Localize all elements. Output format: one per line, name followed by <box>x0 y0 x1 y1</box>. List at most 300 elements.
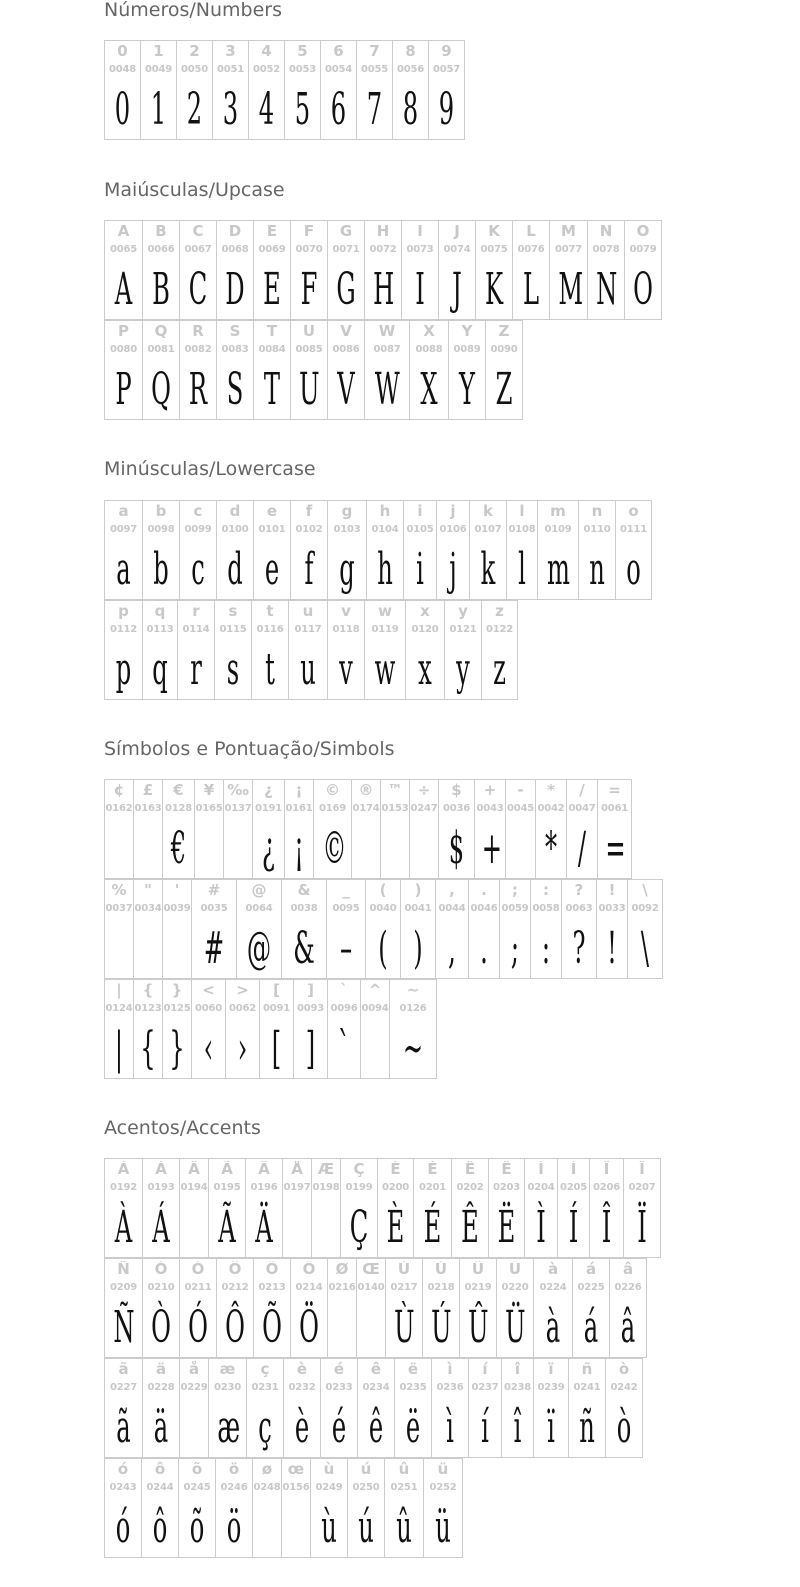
glyph-code: 0058 <box>532 903 560 914</box>
glyph-label: z <box>495 603 504 620</box>
glyph-sample: Ñ <box>113 1302 135 1353</box>
glyph-code: 0046 <box>470 903 498 914</box>
glyph-sample: Q <box>151 364 171 415</box>
glyph-code: 0161 <box>285 803 313 814</box>
glyph-label: Ö <box>302 1261 316 1278</box>
glyph-code: 0050 <box>180 64 209 75</box>
glyph-sample: H <box>373 264 395 315</box>
glyph-code: 0097 <box>109 524 138 535</box>
glyph-label: = <box>608 782 621 799</box>
glyph-code: 0119 <box>371 624 399 635</box>
glyph-cell <box>104 779 134 879</box>
glyph-sample: Ü <box>505 1302 526 1353</box>
glyph-sample: z <box>493 644 506 695</box>
glyph-label: â <box>622 1261 634 1278</box>
glyph-sample: ê <box>368 1402 384 1453</box>
glyph-cell <box>208 1358 247 1458</box>
glyph-sample: ù <box>321 1502 337 1553</box>
glyph-code: 0088 <box>415 344 443 355</box>
glyph-code: 0252 <box>429 1482 457 1493</box>
glyph-cell <box>290 500 328 600</box>
glyph-cell <box>216 320 254 420</box>
glyph-label: i <box>417 503 423 520</box>
glyph-sample: è <box>294 1402 310 1453</box>
glyph-cell <box>557 1158 590 1258</box>
glyph-sample: Ì <box>536 1202 546 1253</box>
glyph-cell <box>389 979 437 1079</box>
glyph-sample: | <box>114 1023 124 1074</box>
glyph-code: 0095 <box>332 903 360 914</box>
glyph-sample: x <box>418 644 432 695</box>
glyph-code: 0216 <box>328 1282 356 1293</box>
glyph-sample: ~ <box>402 1023 424 1074</box>
glyph-code: 0042 <box>537 803 565 814</box>
glyph-label: Ã <box>221 1161 233 1178</box>
glyph-cell <box>252 779 285 879</box>
glyph-cell <box>216 500 254 600</box>
glyph-sample: n <box>589 544 605 595</box>
glyph-label: õ <box>191 1461 203 1478</box>
glyph-code: 0162 <box>105 803 133 814</box>
glyph-row-lowercase-2 <box>104 600 518 700</box>
glyph-sample: © <box>322 823 347 874</box>
glyph-label: " <box>144 882 152 899</box>
glyph-code: 0246 <box>220 1482 248 1493</box>
glyph-cell <box>179 500 217 600</box>
glyph-label: \ <box>642 882 648 899</box>
glyph-cell <box>340 1158 378 1258</box>
glyph-label: p <box>118 603 129 620</box>
glyph-sample: B <box>152 264 170 315</box>
glyph-cell <box>290 1258 328 1358</box>
glyph-code: 0063 <box>565 903 593 914</box>
glyph-sample: * <box>544 823 558 874</box>
glyph-code: 0034 <box>134 903 162 914</box>
glyph-sample: y <box>456 644 470 695</box>
glyph-cell <box>223 779 253 879</box>
glyph-sample: ü <box>435 1502 451 1553</box>
glyph-code: 0206 <box>592 1182 621 1193</box>
glyph-code: 0195 <box>213 1182 241 1193</box>
glyph-sample: 9 <box>438 84 455 135</box>
glyph-label: ü <box>437 1461 449 1478</box>
glyph-cell <box>435 879 469 979</box>
glyph-cell <box>284 40 321 140</box>
glyph-cell <box>179 320 217 420</box>
glyph-sample: W <box>374 364 400 415</box>
glyph-cell <box>162 779 195 879</box>
glyph-code: 0217 <box>390 1282 418 1293</box>
glyph-code: 0059 <box>501 903 529 914</box>
glyph-label: è <box>296 1361 308 1378</box>
glyph-label: k <box>483 503 493 520</box>
glyph-cell <box>194 779 224 879</box>
glyph-cell <box>444 600 482 700</box>
glyph-cell <box>179 220 217 320</box>
glyph-code: 0225 <box>577 1282 605 1293</box>
glyph-code: 0049 <box>144 64 173 75</box>
glyph-sample: G <box>336 264 356 315</box>
glyph-label: L <box>526 223 536 240</box>
glyph-sample: 8 <box>402 84 419 135</box>
glyph-cell <box>104 1358 143 1458</box>
glyph-cell <box>327 979 361 1079</box>
glyph-sample: u <box>300 644 316 695</box>
glyph-cell <box>133 979 163 1079</box>
glyph-label: g <box>341 503 353 520</box>
glyph-code: 0053 <box>288 64 317 75</box>
glyph-cell <box>162 879 192 979</box>
glyph-label: é <box>333 1361 345 1378</box>
glyph-cell <box>356 1258 386 1358</box>
glyph-label: ¥ <box>203 782 215 799</box>
glyph-row-numbers-1 <box>104 40 465 140</box>
glyph-label: Æ <box>317 1161 335 1178</box>
glyph-cell <box>474 779 506 879</box>
glyph-sample: Ç <box>349 1202 369 1253</box>
glyph-cell <box>104 40 141 140</box>
glyph-label: ø <box>261 1461 273 1478</box>
glyph-sample <box>186 1203 201 1253</box>
glyph-cell <box>533 1358 569 1458</box>
glyph-label: Ë <box>501 1161 512 1178</box>
glyph-code: 0234 <box>362 1382 390 1393</box>
glyph-label: ! <box>608 882 616 899</box>
glyph-code: 0068 <box>221 244 249 255</box>
glyph-cell <box>403 500 437 600</box>
section-title-symbols: Símbolos e Pontuação/Simbols <box>104 738 395 760</box>
glyph-code: 0066 <box>147 244 175 255</box>
glyph-cell <box>253 500 291 600</box>
glyph-cell <box>566 779 598 879</box>
glyph-cell <box>366 500 404 600</box>
glyph-code: 0207 <box>628 1182 656 1193</box>
glyph-sample: 2 <box>186 84 203 135</box>
glyph-code: 0103 <box>333 524 361 535</box>
glyph-sample: R <box>188 364 208 415</box>
glyph-cell <box>357 1358 395 1458</box>
glyph-cell <box>364 600 406 700</box>
glyph-label: x <box>420 603 430 620</box>
glyph-label: ) <box>414 882 422 899</box>
glyph-label: Ó <box>191 1261 205 1278</box>
glyph-label: f <box>305 503 313 520</box>
glyph-label: Ï <box>639 1161 645 1178</box>
glyph-row-accents-3 <box>104 1358 643 1458</box>
glyph-label: } <box>171 982 183 999</box>
glyph-cell <box>290 320 328 420</box>
glyph-code: 0117 <box>294 624 322 635</box>
glyph-label: Ø <box>335 1261 349 1278</box>
glyph-cell <box>468 1358 502 1458</box>
glyph-label: v <box>341 603 351 620</box>
glyph-label: ä <box>155 1361 167 1378</box>
glyph-sample: k <box>480 544 496 595</box>
glyph-sample: O <box>633 264 653 315</box>
glyph-sample: { <box>140 1023 156 1074</box>
glyph-sample: M <box>558 264 584 315</box>
glyph-label: Û <box>471 1261 485 1278</box>
glyph-code: 0084 <box>258 344 286 355</box>
glyph-cell <box>212 40 249 140</box>
glyph-cell <box>104 220 143 320</box>
glyph-cell <box>140 40 177 140</box>
glyph-sample: Ó <box>188 1302 208 1353</box>
glyph-sample: õ <box>189 1502 205 1553</box>
glyph-sample <box>367 1024 382 1074</box>
glyph-sample: Y <box>459 364 475 415</box>
glyph-code: 0070 <box>295 244 323 255</box>
glyph-label: å <box>188 1361 200 1378</box>
glyph-code: 0241 <box>573 1382 601 1393</box>
glyph-code: 0235 <box>399 1382 427 1393</box>
glyph-code: 0220 <box>501 1282 529 1293</box>
glyph-cell <box>178 1458 216 1558</box>
glyph-label: ` <box>340 982 348 999</box>
glyph-cell <box>436 500 470 600</box>
glyph-cell <box>535 779 567 879</box>
glyph-code: 0124 <box>105 1003 133 1014</box>
glyph-cell <box>438 779 475 879</box>
glyph-code: 0040 <box>369 903 397 914</box>
glyph-code: 0045 <box>506 803 535 814</box>
glyph-label: Ä <box>258 1161 270 1178</box>
glyph-label: À <box>117 1161 130 1178</box>
glyph-cell <box>609 1258 647 1358</box>
glyph-sample <box>111 924 126 974</box>
glyph-code: 0081 <box>147 344 175 355</box>
glyph-label: Œ <box>362 1261 380 1278</box>
glyph-sample: T <box>263 364 281 415</box>
glyph-sample: & <box>293 923 315 974</box>
glyph-label: Q <box>154 323 168 340</box>
glyph-code: 0039 <box>163 903 191 914</box>
glyph-code: 0100 <box>221 524 249 535</box>
glyph-sample <box>363 1303 378 1353</box>
glyph-sample: V <box>337 364 355 415</box>
glyph-cell <box>549 220 588 320</box>
glyph-label: œ <box>287 1461 305 1478</box>
glyph-code: 0109 <box>544 524 572 535</box>
glyph-sample: ï <box>547 1402 555 1453</box>
glyph-sample: ô <box>152 1502 168 1553</box>
glyph-sample: Í <box>568 1202 579 1253</box>
glyph-label: < <box>202 982 215 999</box>
glyph-cell <box>252 1458 282 1558</box>
glyph-label: n <box>591 503 603 520</box>
glyph-sample: } <box>169 1023 185 1074</box>
glyph-sample: C <box>188 264 208 315</box>
glyph-cell <box>253 220 291 320</box>
glyph-code: 0248 <box>253 1482 281 1493</box>
glyph-label: ñ <box>581 1361 593 1378</box>
glyph-label: Á <box>155 1161 167 1178</box>
glyph-cell <box>104 600 143 700</box>
glyph-code: 0237 <box>471 1382 499 1393</box>
glyph-code: 0251 <box>390 1482 418 1493</box>
glyph-cell <box>214 600 252 700</box>
glyph-sample <box>334 1303 349 1353</box>
glyph-code: 0118 <box>332 624 360 635</box>
glyph-sample: ç <box>258 1402 272 1453</box>
glyph-cell <box>259 979 294 1079</box>
glyph-sample: Î <box>601 1202 612 1253</box>
glyph-label: Ü <box>508 1261 522 1278</box>
glyph-label: F <box>303 223 315 240</box>
glyph-sample <box>387 824 402 874</box>
glyph-sample <box>259 1503 274 1553</box>
glyph-row-accents-4 <box>104 1458 463 1558</box>
glyph-sample: ö <box>226 1502 242 1553</box>
glyph-code: 0094 <box>361 1003 389 1014</box>
glyph-cell <box>104 1158 143 1258</box>
glyph-sample: 1 <box>150 84 167 135</box>
glyph-sample: # <box>203 923 225 974</box>
glyph-label: á <box>585 1261 597 1278</box>
glyph-code: 0051 <box>216 64 245 75</box>
glyph-code: 0128 <box>164 803 193 814</box>
glyph-sample: æ <box>217 1402 241 1453</box>
glyph-sample: 6 <box>330 84 347 135</box>
glyph-label: @ <box>251 882 267 899</box>
glyph-row-symbols-2 <box>104 879 663 979</box>
glyph-code: 0065 <box>109 244 138 255</box>
glyph-label: ] <box>307 982 314 999</box>
glyph-cell <box>501 1358 534 1458</box>
glyph-code: 0197 <box>283 1182 311 1193</box>
glyph-sample: Ò <box>151 1302 171 1353</box>
glyph-code: 0204 <box>527 1182 555 1193</box>
glyph-label: © <box>325 782 340 799</box>
glyph-sample: ] <box>305 1023 316 1074</box>
glyph-cell <box>176 40 213 140</box>
glyph-code: 0115 <box>219 624 247 635</box>
glyph-code: 0106 <box>439 524 467 535</box>
glyph-cell <box>505 779 536 879</box>
glyph-cell <box>253 1258 291 1358</box>
glyph-label: B <box>155 223 167 240</box>
glyph-code: 0203 <box>492 1182 521 1193</box>
glyph-sample: , <box>448 923 456 974</box>
glyph-code: 0093 <box>296 1003 325 1014</box>
glyph-sample: b <box>153 544 169 595</box>
glyph-sample <box>288 1503 303 1553</box>
glyph-cell <box>384 1458 424 1558</box>
glyph-code: 0126 <box>399 1003 427 1014</box>
glyph-label: e <box>266 503 278 520</box>
glyph-cell <box>142 320 180 420</box>
glyph-cell <box>459 1258 497 1358</box>
glyph-sample: ã <box>116 1402 131 1453</box>
glyph-sample: [ <box>271 1023 282 1074</box>
glyph-sample <box>230 824 245 874</box>
glyph-code: 0212 <box>221 1282 249 1293</box>
glyph-sample: ë <box>405 1402 421 1453</box>
glyph-code: 0193 <box>147 1182 175 1193</box>
glyph-code: 0249 <box>315 1482 343 1493</box>
glyph-label: / <box>579 782 585 799</box>
glyph-code: 0072 <box>369 244 397 255</box>
glyph-cell <box>428 40 465 140</box>
glyph-cell <box>142 1358 180 1458</box>
glyph-code: 0079 <box>629 244 657 255</box>
glyph-sample: $ <box>448 823 465 874</box>
glyph-label: 8 <box>405 43 416 60</box>
glyph-sample: ) <box>413 923 423 974</box>
glyph-label: 0 <box>117 43 128 60</box>
glyph-label: b <box>155 503 167 520</box>
glyph-cell <box>293 979 328 1079</box>
glyph-label: ã <box>118 1361 129 1378</box>
glyph-code: 0122 <box>485 624 514 635</box>
glyph-cell <box>251 600 289 700</box>
glyph-sample: ‹ <box>203 1023 214 1074</box>
glyph-code: 0121 <box>449 624 477 635</box>
glyph-sample: Z <box>495 364 513 415</box>
section-title-numbers: Números/Numbers <box>104 0 282 21</box>
glyph-label: D <box>228 223 242 240</box>
glyph-cell <box>104 879 134 979</box>
glyph-code: 0082 <box>184 344 212 355</box>
glyph-sample <box>289 1203 304 1253</box>
glyph-sample: = <box>605 823 626 874</box>
glyph-cell <box>104 979 134 1079</box>
glyph-cell <box>327 220 365 320</box>
glyph-cell <box>311 1158 341 1258</box>
glyph-code: 0123 <box>134 1003 162 1014</box>
glyph-sample: S <box>226 364 244 415</box>
glyph-label: - <box>517 782 524 799</box>
glyph-code: 0035 <box>200 903 228 914</box>
glyph-sample: N <box>596 264 618 315</box>
glyph-cell <box>377 1158 414 1258</box>
glyph-cell <box>627 879 663 979</box>
glyph-code: 0036 <box>442 803 471 814</box>
glyph-cell <box>133 779 163 879</box>
glyph-cell <box>364 220 402 320</box>
glyph-label: ' <box>174 882 180 899</box>
glyph-label: ÷ <box>417 782 431 799</box>
glyph-code: 0243 <box>109 1482 137 1493</box>
glyph-code: 0101 <box>258 524 286 535</box>
glyph-label: d <box>229 503 241 520</box>
glyph-sample: q <box>152 644 168 695</box>
glyph-code: 0078 <box>592 244 620 255</box>
glyph-code: 0233 <box>325 1382 353 1393</box>
glyph-label: ë <box>407 1361 419 1378</box>
glyph-cell <box>142 1258 180 1358</box>
glyph-cell <box>394 1358 432 1458</box>
glyph-label: í <box>482 1361 488 1378</box>
glyph-sample <box>416 824 431 874</box>
glyph-code: 0043 <box>476 803 504 814</box>
glyph-label: c <box>193 503 203 520</box>
glyph-row-upcase-2 <box>104 320 523 420</box>
glyph-cell <box>360 979 390 1079</box>
glyph-label: l <box>519 503 525 520</box>
glyph-cell <box>141 1458 179 1558</box>
glyph-code: 0074 <box>443 244 471 255</box>
glyph-cell <box>327 500 367 600</box>
glyph-sample: í <box>481 1402 489 1453</box>
glyph-sample: ; <box>510 923 520 974</box>
glyph-cell <box>327 600 365 700</box>
glyph-label: ù <box>323 1461 335 1478</box>
glyph-cell <box>572 1258 610 1358</box>
glyph-sample: à <box>545 1302 561 1353</box>
glyph-cell <box>481 600 518 700</box>
glyph-row-lowercase-1 <box>104 500 652 600</box>
